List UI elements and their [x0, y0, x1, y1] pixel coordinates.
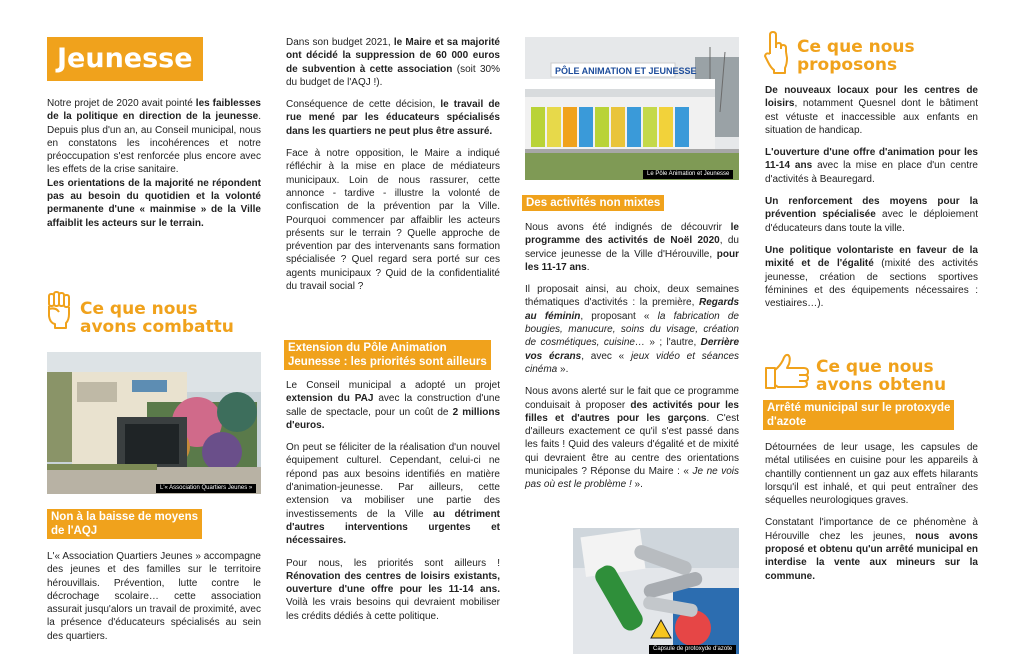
label-aqj: Non à la baisse de moyens de l'AQJ: [47, 509, 202, 539]
col3-text: Nous avons été indignés de découvrir le programme des activités de Noël 2020, du service jeunesse de la Ville d'Hérouville, pour les 11-17 ans. Il proposait ainsi, au choix, deux semaines thématiques d'activités : la première, Regards au féminin, proposant « la fabrication de bougies, manucure, soins du visage, création de cosmétiques, cuisine… » ; l'autre, Derrière vos écrans, avec « jeux vidéo et séances cinéma ». Nous avons alerté sur le fait que ce programme conduisait à proposer des activités pour les filles et d'autres pour les garçons. C'est d'ailleurs exactement ce qu'il s'est passé dans les faits ! Quid des valeurs d'égalité et de mixité qui devraient être au centre des orientations municipales ? Réponse du Maire : « Je ne vois pas où est le problème ! ».: [525, 222, 740, 491]
photo-aqj-building: [47, 352, 261, 494]
section-title-jeunesse: Jeunesse: [47, 37, 203, 81]
heading-combattu: Ce que nous avons combattu: [80, 299, 234, 337]
fist-icon: [46, 290, 72, 330]
photo-pole-animation: [525, 37, 739, 180]
col4-text-obtenu: Détournées de leur usage, les capsules de métal utilisées en cuisine pour les appareils à chantilly contiennent un gaz aux effets hilarants lorsqu'il est inhalé, et qui peut entraîner des séquelles neurologiques graves. Constatant l'importance de ce phénomène à Hérouville chez les jeunes, nous avons proposé et obtenu qu'un arrêté municipal en interdise la vente aux mineurs sur la commune.: [765, 442, 978, 582]
hand-point-up-icon: [762, 30, 790, 74]
photo-capsules: [573, 528, 739, 654]
label-mixtes: Des activités non mixtes: [522, 195, 664, 211]
label-arrete: Arrêté municipal sur le protoxyde d'azote: [763, 400, 954, 430]
col2-text-top: Dans son budget 2021, le Maire et sa majorité ont décidé la suppression de 60 000 euros de subvention à cette association (soit 30% du budget de l'AQJ !). Conséquence de cette décision, le travail de rue mené par les éducateurs spécialisés dans les quartiers ne peut plus être assuré. Face à notre opposition, le Maire a indiqué réfléchir à la mise en place de médiateurs municipaux. Loin de nous rassurer, cette annonce - tardive - illustre la volonté de confiscation de la prévention par la Ville. Pourquoi commencer par affaiblir les acteurs présents sur le terrain ? Quelle approche de prévention par des intervenants sans formation spécialisée ? Quel regard sera porté sur ces agents municipaux ? Quid de la confidentialité du travail social ?: [286, 37, 500, 293]
heading-proposons: Ce que nous proposons: [797, 37, 915, 75]
photo-caption-aqj: L'« Association Quartiers Jeunes »: [156, 484, 256, 493]
aqj-text: L'« Association Quartiers Jeunes » accompagne des jeunes et des familles sur le territoire hérouvillais. Prévention, lutte contre le décrochage scolaire… cette association assurait jusqu'alors un travail de proximité, avec la présence d'éducateurs spécialisés au sein des quartiers.: [47, 551, 261, 642]
col2-text-bottom: Le Conseil municipal a adopté un projet extension du PAJ avec la construction d'une salle de spectacle, pour un coût de 2 millions d'euros. On peut se féliciter de la réalisation d'un nouvel équipement culturel. Cependant, celui-ci ne répond pas aux besoins identifiés en matière d'animation-jeunesse. Par ailleurs, cette extension va mobiliser une partie des investissements de la Ville au détriment d'autres interventions urgentes et nécessaires. Pour nous, les priorités sont ailleurs ! Rénovation des centres de loisirs existants, ouverture d'une offre pour les 11-14 ans. Voilà les vrais besoins qui devraient mobiliser les crédits dédiés à cette politique.: [286, 380, 501, 622]
svg-text:PÔLE ANIMATION ET JEUNESSE: PÔLE ANIMATION ET JEUNESSE: [555, 66, 697, 76]
heading-obtenu: Ce que nous avons obtenu: [816, 357, 947, 395]
intro-text: Notre projet de 2020 avait pointé les faiblesses de la politique en direction de la jeunesse. Depuis plus d'un an, au Conseil municipal, nous en constatons les incohérences et notre préoccupation s'est renforcée plus encore avec les effets de la crise sanitaire. Les orientations de la majorité ne répondent pas au besoin du quotidien et la volonté permanente d'une « mainmise » de la Ville affaiblit les acteurs sur le terrain.: [47, 98, 261, 229]
col4-text-proposals: De nouveaux locaux pour les centres de loisirs, notamment Quesnel dont le bâtiment est vétuste et inaccessible aux enfants en situation de handicap. L'ouverture d'une offre d'animation pour les 11-14 ans avec la mise en place d'un centre d'activités à Beauregard. Un renforcement des moyens pour la prévention spécialisée avec le déploiement d'éducateurs dans toute la ville. Une politique volontariste en faveur de la mixité et de l'égalité (mixité des activités jeunesse, création de sections sportives féminines et des équipements nécessaires : vestiaires…).: [765, 85, 979, 310]
photo-caption-capsules: Capsule de protoxyde d'azote: [649, 645, 736, 654]
thumbs-up-icon: [764, 352, 810, 390]
photo-caption-pole: Le Pôle Animation et Jeunesse: [643, 170, 733, 179]
label-paj: Extension du Pôle Animation Jeunesse : les priorités sont ailleurs: [284, 340, 491, 370]
